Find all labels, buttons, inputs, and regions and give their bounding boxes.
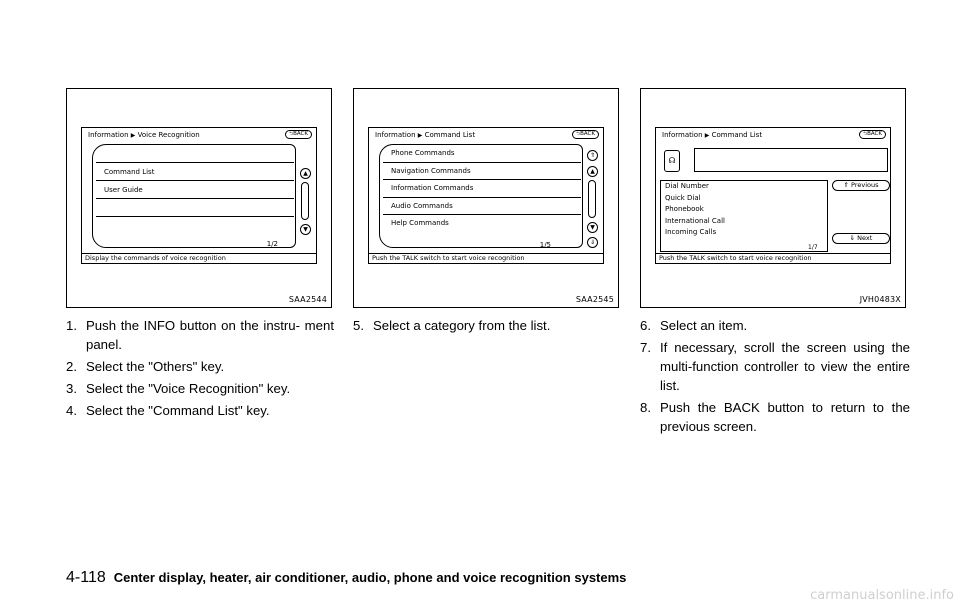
status-bar: Display the commands of voice recognition	[82, 253, 316, 263]
list-item	[96, 217, 294, 235]
menu-item-audio-commands[interactable]: Audio Commands	[383, 198, 581, 216]
screen-title: Information ▶ Voice Recognition	[88, 131, 200, 139]
back-arrow-icon: ⮌	[576, 131, 581, 137]
chevron-down-icon: ▼	[590, 224, 595, 231]
step-item: 1. Push the INFO button on the instru- ment panel.	[66, 318, 334, 352]
menu-list	[96, 145, 294, 235]
screen-voice-recognition	[81, 127, 317, 264]
page-indicator: 1/5	[539, 241, 551, 249]
list-item	[96, 199, 294, 217]
double-chevron-down-icon: ⇓	[589, 239, 596, 246]
arrow-right-icon: ▶	[417, 132, 423, 139]
status-bar: Push the TALK switch to start voice recognition	[369, 253, 603, 263]
watermark: carmanualsonline.info	[810, 588, 954, 603]
menu-item-phone-commands[interactable]: Phone Commands	[383, 145, 581, 163]
arrow-right-icon: ▶	[130, 132, 136, 139]
back-arrow-icon: ⮌	[863, 131, 868, 137]
chevron-up-icon: ⇑	[843, 181, 852, 189]
scroll-up-button[interactable]	[587, 166, 598, 177]
next-button[interactable]: ⇓ Next	[832, 233, 890, 244]
previous-button[interactable]: ⇑ Previous	[832, 180, 890, 191]
figure-command-list	[353, 88, 619, 308]
page-indicator: 1/2	[266, 240, 278, 248]
steps-column-1	[66, 316, 334, 423]
chevron-up-icon: ▲	[303, 170, 308, 177]
scroll-up-button[interactable]	[300, 168, 311, 179]
step-item: 4. Select the "Command List" key.	[66, 403, 270, 418]
figure-voice-recognition	[66, 88, 332, 308]
double-chevron-up-icon: ⇑	[589, 152, 596, 159]
chevron-down-icon: ⇓	[849, 234, 858, 242]
step-item: 6. Select an item.	[640, 318, 748, 333]
section-title: Center display, heater, air conditioner, audio, phone and voice recognition systems	[113, 570, 627, 585]
list-item[interactable]: Quick Dial	[665, 193, 701, 202]
figure-code: JVH0483X	[859, 295, 901, 304]
screen-title: Information ▶ Command List	[662, 131, 763, 139]
figure-code: SAA2545	[575, 295, 614, 304]
menu-item-help-commands[interactable]: Help Commands	[391, 219, 449, 227]
figure-command-items	[640, 88, 906, 308]
page-down-button[interactable]	[587, 237, 598, 248]
step-item: 2. Select the "Others" key.	[66, 359, 225, 374]
list-item[interactable]: Phonebook	[665, 205, 704, 213]
menu-item-user-guide[interactable]: User Guide	[96, 181, 294, 199]
list-item[interactable]: Dial Number	[665, 182, 709, 190]
back-button[interactable]: ⮌BACK	[285, 130, 312, 139]
back-button[interactable]: ⮌BACK	[572, 130, 599, 139]
page-number: 4-118	[66, 569, 106, 586]
list-item[interactable]: Incoming Calls	[665, 228, 717, 236]
step-item: 3. Select the "Voice Recognition" key.	[66, 381, 291, 396]
page-indicator: 1/7	[808, 244, 818, 251]
back-button[interactable]: ⮌BACK	[859, 130, 886, 139]
chevron-up-icon: ▲	[590, 168, 595, 175]
page-up-button[interactable]	[587, 150, 598, 161]
page-footer	[66, 567, 626, 587]
scroll-down-button[interactable]	[300, 224, 311, 235]
list-item[interactable]: International Call	[665, 216, 725, 225]
steps-column-2	[353, 316, 621, 338]
menu-list	[383, 145, 581, 233]
scrollbar[interactable]	[588, 180, 596, 218]
screen-title: Information ▶ Command List	[375, 131, 476, 139]
voice-input-field	[694, 148, 888, 172]
step-item: 5. Select a category from the list.	[353, 318, 551, 333]
status-bar: Push the TALK switch to start voice recognition	[656, 253, 890, 263]
menu-item-information-commands[interactable]: Information Commands	[383, 180, 581, 198]
list-item	[96, 145, 294, 163]
microphone-icon: ☊	[664, 150, 680, 172]
scroll-down-button[interactable]	[587, 222, 598, 233]
step-item: 8. Push the BACK button to return to the previous screen.	[640, 400, 910, 434]
chevron-down-icon: ▼	[303, 226, 308, 233]
screen-command-list	[368, 127, 604, 264]
figure-code: SAA2544	[288, 295, 327, 304]
screen-command-items	[655, 127, 891, 264]
menu-item-navigation-commands[interactable]: Navigation Commands	[383, 163, 581, 181]
command-item-list	[660, 180, 828, 252]
scrollbar[interactable]	[301, 182, 309, 220]
menu-item-command-list[interactable]: Command List	[96, 163, 294, 181]
steps-column-3	[640, 316, 910, 439]
back-arrow-icon: ⮌	[289, 131, 294, 137]
arrow-right-icon: ▶	[704, 132, 710, 139]
step-item: 7. If necessary, scroll the screen using the multi-function controller to view the entire list.	[640, 340, 910, 393]
